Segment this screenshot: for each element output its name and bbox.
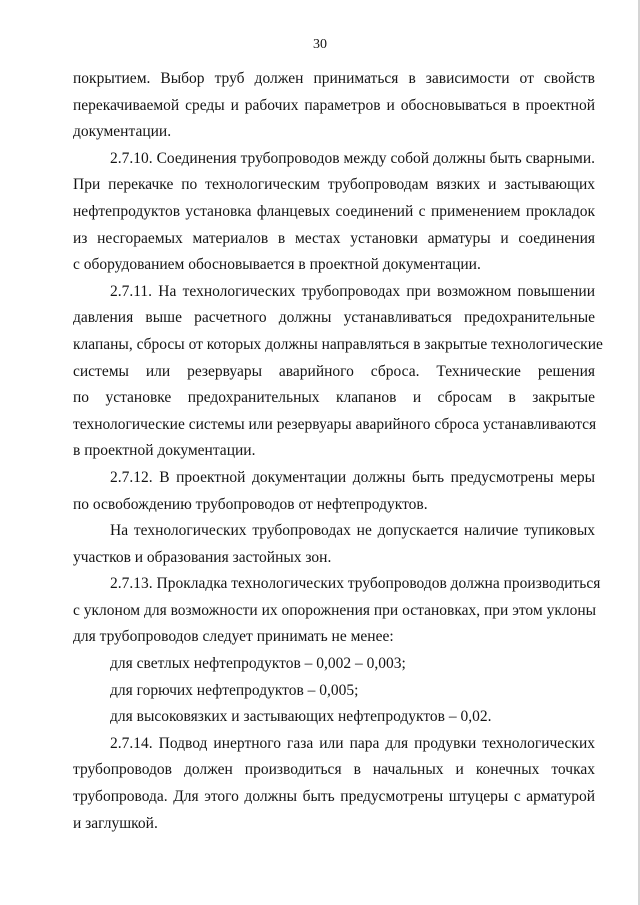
text-line: На технологических трубопроводах не допускается наличие тупиковых [110,522,595,540]
text-line: с уклоном для возможности их опорожнения при остановках, при этом уклоны [73,601,597,619]
text-line: покрытием. Выбор труб должен приниматься в зависимости от свойств [73,70,595,87]
text-line: 2.7.12. В проектной документации должны быть предусмотрены меры [110,468,595,486]
text-line: 2.7.10. Соединения трубопроводов между собой должны быть сварными. [110,149,595,167]
page-number: 30 [313,37,327,52]
list-item [73,704,595,731]
text-line: давления выше расчетного должны устанавливаться предохранительные [73,309,595,327]
paragraph-2-7-12 [73,465,595,518]
paragraph [73,66,595,146]
list-item [73,678,595,705]
text-line: из несгораемых материалов в местах установки арматуры и соединения [73,229,595,247]
list-item [73,651,595,678]
text-line: для светлых нефтепродуктов – 0,002 – 0,003; [110,655,406,673]
text-line: трубопроводов должен производиться в начальных и конечных точках [73,761,595,779]
text-line: для высоковязких и застывающих нефтепродуктов – 0,02. [110,708,492,726]
text-line: с оборудованием обосновывается в проектной документации. [73,256,481,274]
paragraph-2-7-10 [73,146,595,279]
text-line: в проектной документации. [73,442,256,460]
text-line: нефтепродуктов установка фланцевых соединений с применением прокладок [73,202,595,220]
text-line: документации. [73,123,172,141]
text-line: и заглушкой. [73,814,158,832]
text-line: перекачиваемой среды и рабочих параметров и обосновываться в проектной [73,96,595,114]
text-line: 2.7.14. Подвод инертного газа или пара для продувки технологических [110,734,595,752]
text-line: клапаны, сбросы от которых должны направляться в закрытые технологические [73,335,603,353]
text-line: для горючих нефтепродуктов – 0,005; [110,681,359,699]
text-line: При перекачке по технологическим трубопроводам вязких и застывающих [73,176,595,194]
text-line: технологические системы или резервуары аварийного сброса устанавливаются [73,415,597,433]
document-body [73,66,603,837]
text-line: по установке предохранительных клапанов и сбросам в закрытые [73,389,595,407]
paragraph-2-7-13 [73,571,601,651]
paragraph-2-7-11 [73,279,603,465]
text-line: участков и образования застойных зон. [73,548,332,566]
paragraph [73,518,595,571]
text-line: для трубопроводов следует принимать не менее: [73,628,394,646]
paragraph-2-7-14 [73,731,595,837]
text-line: 2.7.11. На технологических трубопроводах при возможном повышении [110,282,595,300]
text-line: системы или резервуары аварийного сброса. Технические решения [73,362,595,380]
text-line: по освобождению трубопроводов от нефтепродуктов. [73,495,428,513]
text-line: трубопровода. Для этого должны быть предусмотрены штуцеры с арматурой [73,788,595,806]
text-line: 2.7.13. Прокладка технологических трубопроводов должна производиться [110,575,601,593]
